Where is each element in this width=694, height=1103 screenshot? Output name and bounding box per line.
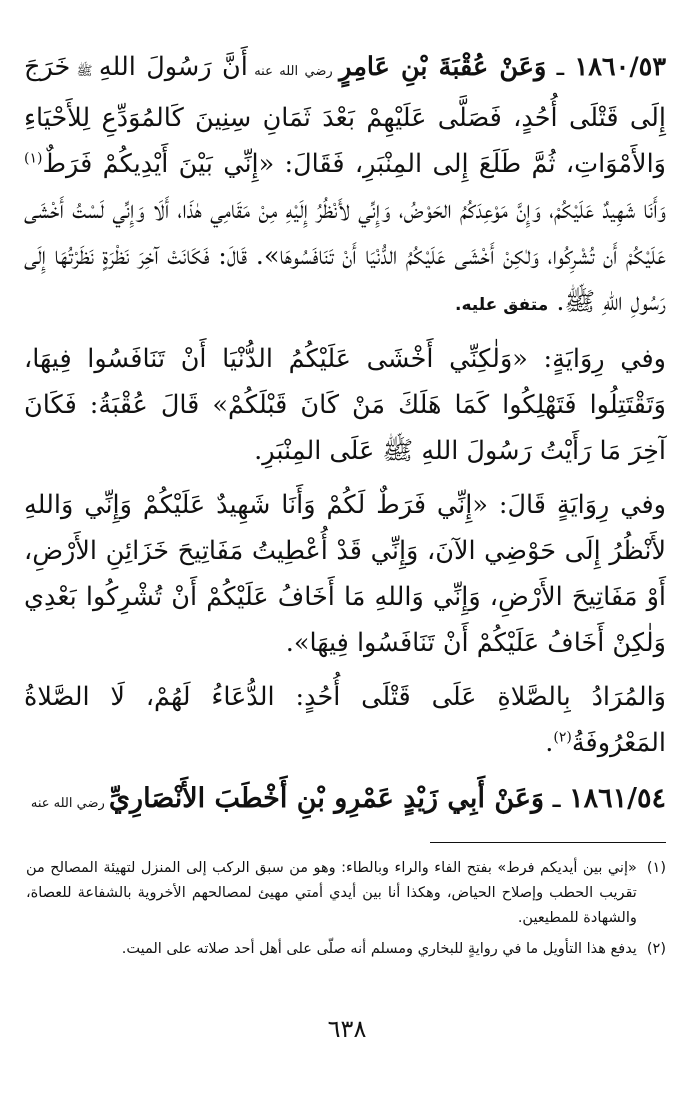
riwaya-1-paragraph (24, 336, 666, 474)
footnote-1 (26, 856, 666, 931)
footnote-number: (٢) (646, 941, 666, 957)
footnote-ref-2[interactable]: (٢) (553, 729, 572, 746)
hadith-number: ١٨٦١/٥٤ (569, 783, 666, 814)
riwaya-2-paragraph (24, 482, 666, 666)
footnote-2 (26, 937, 666, 962)
footnote-ref-1[interactable]: (١) (24, 150, 43, 167)
salla-honorific: ﷺ (70, 64, 99, 79)
radi-honorific: رضي الله عنه (247, 64, 340, 79)
riwaya-text: وفي رِوَايَةٍ قَالَ: «إِنِّي فَرَطٌ لَكُمْ وَأَنَا شَهِيدٌ عَلَيْكُمْ وَإِنِّي وَاللهِ لأَنْظُرُ إِلَى حَوْضِي الآنَ، وَإِنِّي قَدْ أُعْطِيتُ مَفَاتِيحَ خَزَائِنِ الأَرْضِ، أَوْ مَفَاتِيحَ الأَرْضِ، وَإِنِّي وَاللهِ مَا أَخَافُ عَلَيْكُمْ أَنْ تُشْرِكُوا بَعْدِي وَلٰكِنْ أَخَافُ عَلَيْكُمْ أَنْ تَنَافَسُوا فِيهَا». (24, 490, 666, 658)
footnote-text: يدفع هذا التأويل ما في روايةٍ للبخاري ومسلم أنه صلّى على أهل أحد صلاته على الميت. (121, 941, 637, 957)
explanation-paragraph (24, 674, 666, 766)
explanation-end: . (545, 728, 554, 758)
narrator-name: وَعَنْ أَبِي زَيْدٍ عَمْرِو بْنِ أَخْطَبَ الأَنْصَارِيِّ (108, 783, 545, 814)
footnote-text: «إني بين أيديكم فرط» بفتح الفاء والراء وبالطاء: وهو من سبق الركب إلى المنزل لتهيئة المصالح من تقريب الحطب وإصلاح الحياض، وهكذا أنا بين أيدي أمتي مهيئ لمصالحهم الأخروية بالشفاعة للعصاة، والشهادة للمطيعين. (26, 860, 637, 926)
radi-honorific: رضي الله عنه (30, 796, 109, 811)
footnotes-section (26, 856, 666, 968)
hadith-text-part: خَرَجَ إِلَى قَتْلَى أُحُدٍ، فَصَلَّى عَلَيْهِمْ بَعْدَ ثَمَانِ سِنِينَ كَالمُوَدِّعِ لِلأَحْيَاءِ وَالأَمْوَاتِ، ثُمَّ طَلَعَ إِلى المِنْبَرِ، فَقَالَ: «إِنِّي بَيْنَ أَيْدِيكُمْ فَرَطٌ (24, 52, 666, 179)
hadith-1861-heading (24, 774, 666, 829)
hadith-text-part: وَأَنَا شَهِيدٌ عَلَيْكُمْ، وَإِنَّ مَوْعِدَكُمُ الحَوْضُ، وَإِنِّي لأَنْظُرُ إِلَيْهِ مِنْ مَقَامِي هٰذَا، أَلَا وَإِنِّي لَسْتُ أَخْشَى عَلَيْكُمْ أَن تُشْرِكُوا، وَلٰكِنْ أَخْشَى عَلَيْكُمُ الدُّنْيَا أَنْ تَنَافَسُوهَا». قَالَ: فَكَانَتْ آخِرَ نَظْرَةٍ نَظَرْتُهَا إِلَى رَسُولِ اللهِ (24, 195, 666, 317)
page-number: ٦٣٨ (327, 1015, 367, 1043)
hadith-text-part: أَنَّ رَسُولَ اللهِ (98, 52, 248, 82)
riwaya-text: عَلَى المِنْبَرِ. (254, 436, 375, 466)
agreed-upon-label: متفق عليه. (455, 295, 549, 315)
dash: ـ (546, 52, 575, 82)
salla-honorific: ﷺ (374, 436, 422, 466)
explanation-text: وَالمُرَادُ بِالصَّلاةِ عَلَى قَتْلَى أُحُدٍ: الدُّعَاءُ لَهُمْ، لَا الصَّلاةُ المَعْرُوفَةُ (24, 682, 666, 758)
dash: ـ (544, 783, 570, 814)
salla-honorific: ﷺ. (548, 287, 604, 317)
narrator-name: وَعَنْ عُقْبَةَ بْنِ عَامِرٍ (339, 52, 547, 82)
riwaya-text: وفي رِوَايَةٍ: «وَلٰكِنِّي أَخْشَى عَلَيْكُمُ الدُّنْيَا أَنْ تَنَافَسُوا فِيهَا، وَتَقْتَتِلُوا فَتَهْلِكُوا كَمَا هَلَكَ مَنْ كَانَ قَبْلَكُمْ» قَالَ عُقْبَةُ: فَكَانَ آخِرَ مَا رَأَيْتُ رَسُولَ اللهِ (24, 344, 666, 466)
hadith-1860-paragraph (24, 44, 666, 328)
hadith-number: ١٨٦٠/٥٣ (574, 52, 667, 82)
footnote-separator (430, 842, 666, 843)
footnote-number: (١) (646, 860, 666, 876)
